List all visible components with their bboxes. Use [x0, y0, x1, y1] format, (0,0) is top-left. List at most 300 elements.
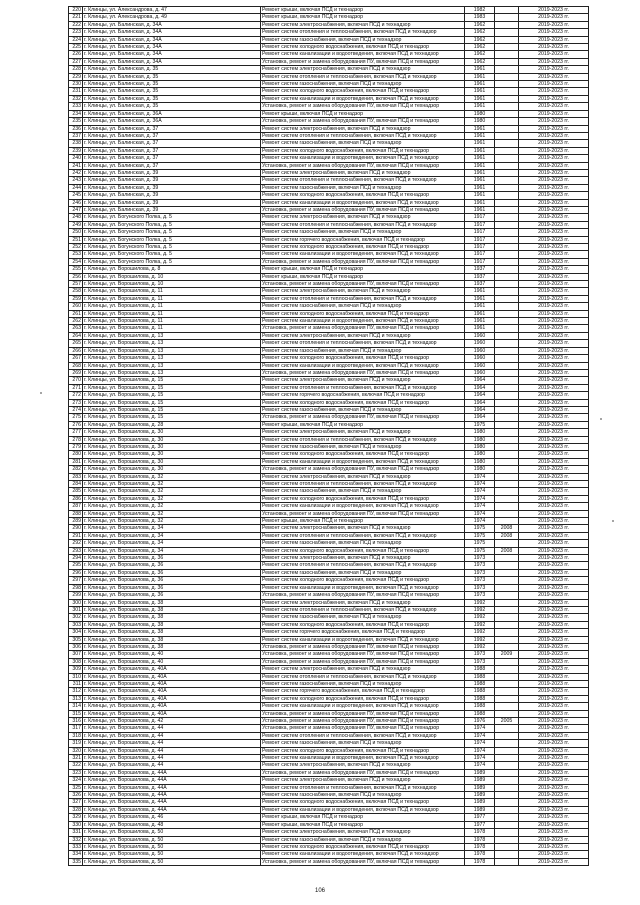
- work-type-cell: Ремонт систем отопления и теплоснабжения, включая ПСД и технадзор: [261, 532, 465, 539]
- address-cell: г. Клинцы, ул. Балинская, д. 34А: [83, 29, 261, 36]
- row-number: 313: [69, 695, 83, 702]
- address-cell: г. Клинцы, ул. Ворошилова, д. 32: [83, 481, 261, 488]
- last-repair-year-cell: [495, 621, 519, 628]
- planned-period-cell: 2019-2023 гг.: [519, 710, 589, 717]
- last-repair-year-cell: [495, 851, 519, 858]
- address-cell: г. Клинцы, ул. Ворошилова, д. 40А: [83, 680, 261, 687]
- work-type-cell: Ремонт систем электроснабжения, включая ПСД и технадзор: [261, 125, 465, 132]
- table-row: [69, 481, 589, 488]
- row-number: 305: [69, 636, 83, 643]
- work-type-cell: Ремонт систем электроснабжения, включая ПСД и технадзор: [261, 473, 465, 480]
- commission-year-cell: 1961: [465, 125, 495, 132]
- table-row: [69, 103, 589, 110]
- work-type-cell: Ремонт систем газоснабжения, включая ПСД и технадзор: [261, 140, 465, 147]
- row-number: 270: [69, 377, 83, 384]
- commission-year-cell: 1978: [465, 858, 495, 865]
- last-repair-year-cell: [495, 747, 519, 754]
- table-row: [69, 718, 589, 725]
- last-repair-year-cell: [495, 814, 519, 821]
- commission-year-cell: 1961: [465, 184, 495, 191]
- address-cell: г. Клинцы, ул. Ворошилова, д. 44: [83, 740, 261, 747]
- last-repair-year-cell: [495, 629, 519, 636]
- last-repair-year-cell: [495, 510, 519, 517]
- table-row: [69, 421, 589, 428]
- address-cell: г. Клинцы, ул. Ворошилова, д. 34: [83, 540, 261, 547]
- table-row: [69, 725, 589, 732]
- row-number: 275: [69, 414, 83, 421]
- planned-period-cell: 2019-2023 гг.: [519, 384, 589, 391]
- row-number: 290: [69, 525, 83, 532]
- work-type-cell: Установка, ремонт и замена оборудования ПУ, включая ПСД и технадзор: [261, 643, 465, 650]
- address-cell: г. Клинцы, ул. Балинская, д. 39: [83, 206, 261, 213]
- address-cell: г. Клинцы, ул. Ворошилова, д. 38: [83, 629, 261, 636]
- row-number: 246: [69, 199, 83, 206]
- row-number: 248: [69, 214, 83, 221]
- last-repair-year-cell: [495, 466, 519, 473]
- row-number: 296: [69, 569, 83, 576]
- commission-year-cell: 1975: [465, 540, 495, 547]
- row-number: 233: [69, 103, 83, 110]
- row-number: 226: [69, 51, 83, 58]
- table-row: [69, 118, 589, 125]
- table-row: [69, 362, 589, 369]
- address-cell: г. Клинцы, ул. Ворошилова, д. 36: [83, 584, 261, 591]
- last-repair-year-cell: [495, 347, 519, 354]
- planned-period-cell: 2019-2023 гг.: [519, 658, 589, 665]
- row-number: 273: [69, 399, 83, 406]
- table-row: [69, 784, 589, 791]
- table-row: [69, 488, 589, 495]
- work-type-cell: Ремонт систем канализации и водоотведения, включая ПСД и технадзор: [261, 95, 465, 102]
- row-number: 269: [69, 369, 83, 376]
- commission-year-cell: 1974: [465, 755, 495, 762]
- work-type-cell: Ремонт систем канализации и водоотведения, включая ПСД и технадзор: [261, 636, 465, 643]
- document-sheet: [68, 6, 588, 866]
- row-number: 320: [69, 747, 83, 754]
- planned-period-cell: 2019-2023 гг.: [519, 340, 589, 347]
- commission-year-cell: 1974: [465, 481, 495, 488]
- work-type-cell: Ремонт систем электроснабжения, включая ПСД и технадзор: [261, 66, 465, 73]
- commission-year-cell: 1973: [465, 584, 495, 591]
- row-number: 271: [69, 384, 83, 391]
- commission-year-cell: 1960: [465, 355, 495, 362]
- address-cell: г. Клинцы, ул. Ворошилова, д. 34: [83, 525, 261, 532]
- row-number: 244: [69, 184, 83, 191]
- row-number: 325: [69, 784, 83, 791]
- table-row: [69, 606, 589, 613]
- work-type-cell: Ремонт систем канализации и водоотведения, включая ПСД и технадзор: [261, 318, 465, 325]
- planned-period-cell: 2019-2023 гг.: [519, 799, 589, 806]
- row-number: 223: [69, 29, 83, 36]
- address-cell: г. Клинцы, ул. Ворошилова, д. 30: [83, 451, 261, 458]
- work-type-cell: Ремонт систем газоснабжения, включая ПСД и технадзор: [261, 406, 465, 413]
- commission-year-cell: 1961: [465, 140, 495, 147]
- row-number: 238: [69, 140, 83, 147]
- commission-year-cell: 1962: [465, 51, 495, 58]
- planned-period-cell: 2019-2023 гг.: [519, 525, 589, 532]
- row-number: 272: [69, 392, 83, 399]
- address-cell: г. Клинцы, ул. Ворошилова, д. 38: [83, 614, 261, 621]
- planned-period-cell: 2019-2023 гг.: [519, 73, 589, 80]
- last-repair-year-cell: 2008: [495, 547, 519, 554]
- planned-period-cell: 2019-2023 гг.: [519, 555, 589, 562]
- commission-year-cell: 1989: [465, 769, 495, 776]
- commission-year-cell: 1989: [465, 784, 495, 791]
- table-row: [69, 577, 589, 584]
- table-row: [69, 221, 589, 228]
- row-number: 307: [69, 651, 83, 658]
- work-type-cell: Ремонт систем канализации и водоотведения, включая ПСД и технадзор: [261, 251, 465, 258]
- table-row: [69, 747, 589, 754]
- row-number: 250: [69, 229, 83, 236]
- planned-period-cell: 2019-2023 гг.: [519, 792, 589, 799]
- last-repair-year-cell: [495, 51, 519, 58]
- row-number: 231: [69, 88, 83, 95]
- commission-year-cell: 1989: [465, 792, 495, 799]
- commission-year-cell: 1961: [465, 169, 495, 176]
- planned-period-cell: 2019-2023 гг.: [519, 14, 589, 21]
- planned-period-cell: 2019-2023 гг.: [519, 281, 589, 288]
- table-row: [69, 229, 589, 236]
- work-type-cell: Установка, ремонт и замена оборудования ПУ, включая ПСД и технадзор: [261, 258, 465, 265]
- commission-year-cell: 1975: [465, 547, 495, 554]
- work-type-cell: Ремонт систем электроснабжения, включая ПСД и технадзор: [261, 666, 465, 673]
- table-row: [69, 443, 589, 450]
- last-repair-year-cell: [495, 221, 519, 228]
- commission-year-cell: 1980: [465, 466, 495, 473]
- planned-period-cell: 2019-2023 гг.: [519, 66, 589, 73]
- work-type-cell: Ремонт систем канализации и водоотведения, включая ПСД и технадзор: [261, 155, 465, 162]
- row-number: 303: [69, 621, 83, 628]
- last-repair-year-cell: [495, 569, 519, 576]
- address-cell: г. Клинцы, ул. Балинская, д. 37: [83, 140, 261, 147]
- row-number: 304: [69, 629, 83, 636]
- last-repair-year-cell: [495, 792, 519, 799]
- planned-period-cell: 2019-2023 гг.: [519, 584, 589, 591]
- last-repair-year-cell: [495, 147, 519, 154]
- work-type-cell: Ремонт систем канализации и водоотведения, включая ПСД и технадзор: [261, 703, 465, 710]
- row-number: 280: [69, 451, 83, 458]
- table-row: [69, 199, 589, 206]
- table-row: [69, 110, 589, 117]
- commission-year-cell: 1964: [465, 392, 495, 399]
- address-cell: г. Клинцы, ул. Александрова, д. 47: [83, 7, 261, 14]
- planned-period-cell: 2019-2023 гг.: [519, 169, 589, 176]
- table-row: [69, 303, 589, 310]
- table-row: [69, 281, 589, 288]
- row-number: 331: [69, 829, 83, 836]
- table-row: [69, 458, 589, 465]
- commission-year-cell: 1974: [465, 747, 495, 754]
- table-row: [69, 14, 589, 21]
- table-row: [69, 643, 589, 650]
- table-row: [69, 377, 589, 384]
- address-cell: г. Клинцы, ул. Балинская, д. 37: [83, 125, 261, 132]
- planned-period-cell: 2019-2023 гг.: [519, 740, 589, 747]
- planned-period-cell: 2019-2023 гг.: [519, 81, 589, 88]
- work-type-cell: Установка, ремонт и замена оборудования ПУ, включая ПСД и технадзор: [261, 725, 465, 732]
- row-number: 284: [69, 481, 83, 488]
- last-repair-year-cell: [495, 555, 519, 562]
- table-row: [69, 332, 589, 339]
- work-type-cell: Ремонт систем газоснабжения, включая ПСД и технадзор: [261, 81, 465, 88]
- address-cell: г. Клинцы, ул. Ворошилова, д. 10: [83, 273, 261, 280]
- commission-year-cell: 1976: [465, 718, 495, 725]
- work-type-cell: Ремонт систем газоснабжения, включая ПСД и технадзор: [261, 36, 465, 43]
- row-number: 324: [69, 777, 83, 784]
- address-cell: г. Клинцы, ул. Ворошилова, д. 34: [83, 547, 261, 554]
- commission-year-cell: 1983: [465, 14, 495, 21]
- table-row: [69, 88, 589, 95]
- last-repair-year-cell: [495, 658, 519, 665]
- commission-year-cell: 1964: [465, 384, 495, 391]
- work-type-cell: Ремонт систем отопления и теплоснабжения, включая ПСД и технадзор: [261, 436, 465, 443]
- last-repair-year-cell: [495, 281, 519, 288]
- last-repair-year-cell: 2009: [495, 651, 519, 658]
- row-number: 301: [69, 606, 83, 613]
- last-repair-year-cell: [495, 755, 519, 762]
- work-type-cell: Установка, ремонт и замена оборудования ПУ, включая ПСД и технадзор: [261, 414, 465, 421]
- address-cell: г. Клинцы, ул. Ворошилова, д. 32: [83, 488, 261, 495]
- table-row: [69, 858, 589, 865]
- planned-period-cell: 2019-2023 гг.: [519, 718, 589, 725]
- table-row: [69, 814, 589, 821]
- table-row: [69, 392, 589, 399]
- row-number: 276: [69, 421, 83, 428]
- commission-year-cell: 1977: [465, 814, 495, 821]
- last-repair-year-cell: [495, 310, 519, 317]
- row-number: 257: [69, 281, 83, 288]
- work-type-cell: Ремонт систем отопления и теплоснабжения, включая ПСД и технадзор: [261, 606, 465, 613]
- row-number: 230: [69, 81, 83, 88]
- planned-period-cell: 2019-2023 гг.: [519, 206, 589, 213]
- commission-year-cell: 1961: [465, 325, 495, 332]
- commission-year-cell: 1961: [465, 81, 495, 88]
- work-type-cell: Установка, ремонт и замена оборудования ПУ, включая ПСД и технадзор: [261, 466, 465, 473]
- row-number: 220: [69, 7, 83, 14]
- table-row: [69, 214, 589, 221]
- work-type-cell: Ремонт систем канализации и водоотведения, включая ПСД и технадзор: [261, 51, 465, 58]
- work-type-cell: Ремонт систем электроснабжения, включая ПСД и технадзор: [261, 169, 465, 176]
- row-number: 285: [69, 488, 83, 495]
- planned-period-cell: 2019-2023 гг.: [519, 688, 589, 695]
- table-row: [69, 36, 589, 43]
- table-row: [69, 829, 589, 836]
- last-repair-year-cell: [495, 806, 519, 813]
- planned-period-cell: 2019-2023 гг.: [519, 518, 589, 525]
- work-type-cell: Установка, ремонт и замена оборудования ПУ, включая ПСД и технадзор: [261, 651, 465, 658]
- planned-period-cell: 2019-2023 гг.: [519, 318, 589, 325]
- row-number: 321: [69, 755, 83, 762]
- work-type-cell: Ремонт систем электроснабжения, включая ПСД и технадзор: [261, 377, 465, 384]
- planned-period-cell: 2019-2023 гг.: [519, 777, 589, 784]
- planned-period-cell: 2019-2023 гг.: [519, 429, 589, 436]
- address-cell: г. Клинцы, ул. Ворошилова, д. 36: [83, 569, 261, 576]
- work-type-cell: Ремонт систем электроснабжения, включая ПСД и технадзор: [261, 829, 465, 836]
- row-number: 316: [69, 718, 83, 725]
- row-number: 283: [69, 473, 83, 480]
- address-cell: г. Клинцы, ул. Ворошилова, д. 15: [83, 377, 261, 384]
- commission-year-cell: 1973: [465, 577, 495, 584]
- address-cell: г. Клинцы, ул. Ворошилова, д. 44А: [83, 784, 261, 791]
- work-type-cell: Ремонт систем газоснабжения, включая ПСД и технадзор: [261, 443, 465, 450]
- table-row: [69, 510, 589, 517]
- work-type-cell: Ремонт систем холодного водоснабжения, включая ПСД и технадзор: [261, 577, 465, 584]
- commission-year-cell: 1962: [465, 36, 495, 43]
- row-number: 260: [69, 303, 83, 310]
- address-cell: г. Клинцы, ул. Балинская, д. 39: [83, 169, 261, 176]
- planned-period-cell: 2019-2023 гг.: [519, 703, 589, 710]
- work-type-cell: Установка, ремонт и замена оборудования ПУ, включая ПСД и технадзор: [261, 369, 465, 376]
- address-cell: г. Клинцы, ул. Ворошилова, д. 50: [83, 851, 261, 858]
- commission-year-cell: 1992: [465, 629, 495, 636]
- row-number: 228: [69, 66, 83, 73]
- address-cell: г. Клинцы, ул. Балинская, д. 39: [83, 199, 261, 206]
- planned-period-cell: 2019-2023 гг.: [519, 36, 589, 43]
- last-repair-year-cell: [495, 829, 519, 836]
- address-cell: г. Клинцы, ул. Ворошилова, д. 13: [83, 340, 261, 347]
- address-cell: г. Клинцы, ул. Ворошилова, д. 42: [83, 718, 261, 725]
- last-repair-year-cell: [495, 66, 519, 73]
- row-number: 253: [69, 251, 83, 258]
- last-repair-year-cell: 2005: [495, 718, 519, 725]
- table-row: [69, 273, 589, 280]
- address-cell: г. Клинцы, ул. Ворошилова, д. 15: [83, 414, 261, 421]
- last-repair-year-cell: [495, 88, 519, 95]
- last-repair-year-cell: [495, 140, 519, 147]
- last-repair-year-cell: [495, 340, 519, 347]
- table-row: [69, 406, 589, 413]
- address-cell: г. Клинцы, ул. Богунского Полка, д. 5: [83, 229, 261, 236]
- work-type-cell: Установка, ремонт и замена оборудования ПУ, включая ПСД и технадзор: [261, 710, 465, 717]
- row-number: 254: [69, 258, 83, 265]
- work-type-cell: Ремонт систем канализации и водоотведения, включая ПСД и технадзор: [261, 755, 465, 762]
- commission-year-cell: 1961: [465, 295, 495, 302]
- commission-year-cell: 1973: [465, 555, 495, 562]
- planned-period-cell: 2019-2023 гг.: [519, 288, 589, 295]
- address-cell: г. Клинцы, ул. Ворошилова, д. 38: [83, 636, 261, 643]
- planned-period-cell: 2019-2023 гг.: [519, 29, 589, 36]
- last-repair-year-cell: [495, 132, 519, 139]
- last-repair-year-cell: [495, 229, 519, 236]
- row-number: 242: [69, 169, 83, 176]
- address-cell: г. Клинцы, ул. Ворошилова, д. 50: [83, 829, 261, 836]
- work-type-cell: Ремонт систем холодного водоснабжения, включая ПСД и технадзор: [261, 495, 465, 502]
- table-row: [69, 429, 589, 436]
- last-repair-year-cell: [495, 118, 519, 125]
- address-cell: г. Клинцы, ул. Балинская, д. 35: [83, 66, 261, 73]
- last-repair-year-cell: [495, 599, 519, 606]
- table-row: [69, 740, 589, 747]
- planned-period-cell: 2019-2023 гг.: [519, 132, 589, 139]
- last-repair-year-cell: [495, 332, 519, 339]
- address-cell: г. Клинцы, ул. Богунского Полка, д. 5: [83, 221, 261, 228]
- last-repair-year-cell: [495, 518, 519, 525]
- planned-period-cell: 2019-2023 гг.: [519, 421, 589, 428]
- planned-period-cell: 2019-2023 гг.: [519, 495, 589, 502]
- work-type-cell: Ремонт систем отопления и теплоснабжения, включая ПСД и технадзор: [261, 562, 465, 569]
- address-cell: г. Клинцы, ул. Ворошилова, д. 32: [83, 503, 261, 510]
- address-cell: г. Клинцы, ул. Ворошилова, д. 44: [83, 732, 261, 739]
- commission-year-cell: 1980: [465, 436, 495, 443]
- commission-year-cell: 1992: [465, 599, 495, 606]
- planned-period-cell: 2019-2023 гг.: [519, 110, 589, 117]
- planned-period-cell: 2019-2023 гг.: [519, 221, 589, 228]
- row-number: 240: [69, 155, 83, 162]
- work-type-cell: Установка, ремонт и замена оборудования ПУ, включая ПСД и технадзор: [261, 769, 465, 776]
- work-type-cell: Ремонт систем холодного водоснабжения, включая ПСД и технадзор: [261, 192, 465, 199]
- work-type-cell: Ремонт систем газоснабжения, включая ПСД и технадзор: [261, 303, 465, 310]
- table-row: [69, 518, 589, 525]
- planned-period-cell: 2019-2023 гг.: [519, 755, 589, 762]
- work-type-cell: Ремонт систем канализации и водоотведения, включая ПСД и технадзор: [261, 199, 465, 206]
- last-repair-year-cell: [495, 732, 519, 739]
- last-repair-year-cell: [495, 295, 519, 302]
- last-repair-year-cell: [495, 303, 519, 310]
- table-row: [69, 762, 589, 769]
- commission-year-cell: 1917: [465, 244, 495, 251]
- work-type-cell: Установка, ремонт и замена оборудования ПУ, включая ПСД и технадзор: [261, 281, 465, 288]
- work-type-cell: Ремонт систем газоснабжения, включая ПСД и технадзор: [261, 569, 465, 576]
- planned-period-cell: 2019-2023 гг.: [519, 229, 589, 236]
- address-cell: г. Клинцы, ул. Ворошилова, д. 44А: [83, 777, 261, 784]
- row-number: 286: [69, 495, 83, 502]
- last-repair-year-cell: [495, 592, 519, 599]
- work-type-cell: Ремонт систем канализации и водоотведения, включая ПСД и технадзор: [261, 458, 465, 465]
- table-row: [69, 355, 589, 362]
- last-repair-year-cell: [495, 784, 519, 791]
- address-cell: г. Клинцы, ул. Ворошилова, д. 34: [83, 532, 261, 539]
- address-cell: г. Клинцы, ул. Ворошилова, д. 40А: [83, 703, 261, 710]
- row-number: 258: [69, 288, 83, 295]
- work-type-cell: Ремонт систем газоснабжения, включая ПСД и технадзор: [261, 184, 465, 191]
- row-number: 333: [69, 843, 83, 850]
- table-row: [69, 44, 589, 51]
- row-number: 281: [69, 458, 83, 465]
- commission-year-cell: 1988: [465, 710, 495, 717]
- last-repair-year-cell: [495, 162, 519, 169]
- address-cell: г. Клинцы, ул. Ворошилова, д. 8: [83, 266, 261, 273]
- address-cell: г. Клинцы, ул. Ворошилова, д. 32: [83, 495, 261, 502]
- last-repair-year-cell: [495, 236, 519, 243]
- planned-period-cell: 2019-2023 гг.: [519, 392, 589, 399]
- planned-period-cell: 2019-2023 гг.: [519, 829, 589, 836]
- address-cell: г. Клинцы, ул. Ворошилова, д. 48: [83, 821, 261, 828]
- table-row: [69, 7, 589, 14]
- last-repair-year-cell: [495, 369, 519, 376]
- row-number: 294: [69, 555, 83, 562]
- work-type-cell: Ремонт систем отопления и теплоснабжения, включая ПСД и технадзор: [261, 177, 465, 184]
- row-number: 282: [69, 466, 83, 473]
- commission-year-cell: 1961: [465, 303, 495, 310]
- planned-period-cell: 2019-2023 гг.: [519, 199, 589, 206]
- planned-period-cell: 2019-2023 гг.: [519, 95, 589, 102]
- address-cell: г. Клинцы, ул. Ворошилова, д. 44А: [83, 806, 261, 813]
- table-row: [69, 821, 589, 828]
- row-number: 265: [69, 340, 83, 347]
- table-row: [69, 51, 589, 58]
- commission-year-cell: 1989: [465, 806, 495, 813]
- work-type-cell: Ремонт систем отопления и теплоснабжения, включая ПСД и технадзор: [261, 481, 465, 488]
- planned-period-cell: 2019-2023 гг.: [519, 784, 589, 791]
- work-type-cell: Ремонт систем газоснабжения, включая ПСД и технадзор: [261, 836, 465, 843]
- row-number: 327: [69, 799, 83, 806]
- work-type-cell: Ремонт систем газоснабжения, включая ПСД и технадзор: [261, 614, 465, 621]
- planned-period-cell: 2019-2023 гг.: [519, 147, 589, 154]
- row-number: 222: [69, 21, 83, 28]
- work-type-cell: Установка, ремонт и замена оборудования ПУ, включая ПСД и технадзор: [261, 118, 465, 125]
- commission-year-cell: 1917: [465, 236, 495, 243]
